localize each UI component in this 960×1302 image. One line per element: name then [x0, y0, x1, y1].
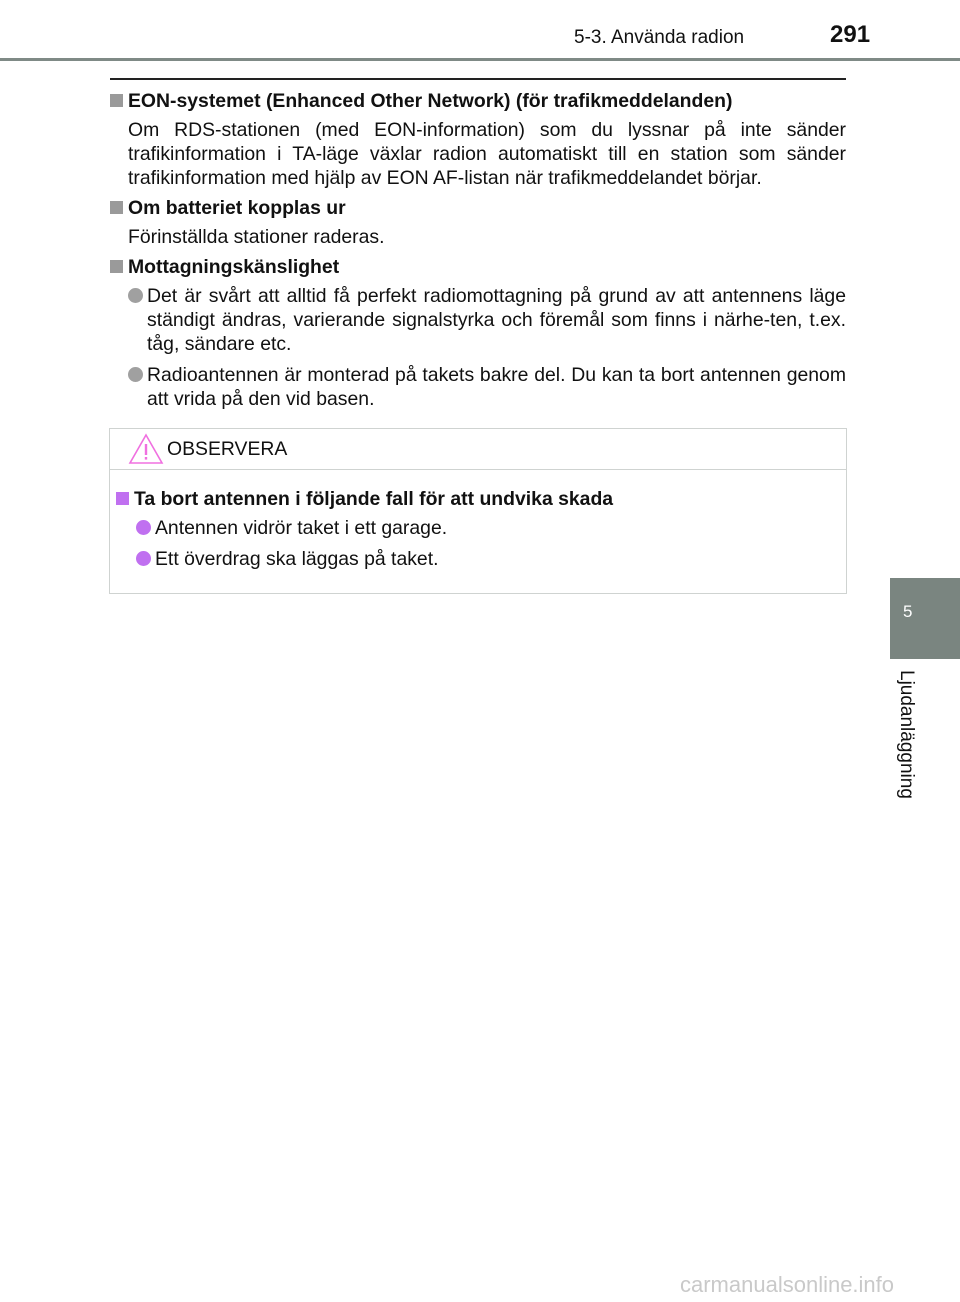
list-item-text: Det är svårt att alltid få perfekt radiomottagning på grund av att antennens läge ständigt ändras, varierande signalstyrka och föremål som finns i närhe-ten, t.ex. tåg, sändare etc.	[147, 285, 846, 355]
page-number: 291	[830, 21, 871, 48]
list-item-text: Ett överdrag ska läggas på taket.	[155, 548, 439, 570]
header-divider	[0, 58, 960, 61]
section-heading	[110, 255, 846, 279]
section-title: 5-3. Använda radion	[574, 27, 745, 48]
list-item-text: Radioantennen är monterad på takets bakre del. Du kan ta bort antennen genom att vrida på den vid basen.	[147, 364, 846, 410]
paragraph: Förinställda stationer raderas.	[128, 226, 385, 248]
heading-text: Mottagningskänslighet	[128, 256, 340, 278]
main-content	[110, 89, 846, 418]
list-item	[128, 284, 846, 356]
square-bullet-icon	[116, 492, 129, 505]
notice-header	[110, 429, 846, 470]
heading-text: Ta bort antennen i följande fall för att undvika skada	[134, 488, 614, 510]
section-heading	[110, 196, 846, 220]
section-divider	[110, 78, 846, 80]
list-item	[136, 516, 846, 540]
notice-box	[109, 428, 847, 594]
paragraph: Om RDS-stationen (med EON-information) som du lyssnar på inte sänder trafikinformation i TA-läge växlar radion automatiskt till en station som sänder trafikinformation med hjälp av EON AF-listan när trafikmeddelandet börjar.	[128, 119, 846, 189]
list-item-text: Antennen vidrör taket i ett garage.	[155, 517, 448, 539]
warning-icon	[128, 433, 164, 465]
circle-bullet-icon	[136, 520, 151, 535]
square-bullet-icon	[110, 94, 123, 107]
circle-bullet-icon	[136, 551, 151, 566]
notice-title: OBSERVERA	[167, 438, 288, 460]
chapter-label: Ljudanläggning	[896, 670, 917, 799]
watermark: carmanualsonline.info	[680, 1272, 895, 1297]
list-item	[136, 547, 846, 571]
chapter-tab	[890, 578, 960, 659]
circle-bullet-icon	[128, 367, 143, 382]
circle-bullet-icon	[128, 288, 143, 303]
heading-text: EON-systemet (Enhanced Other Network) (för trafikmeddelanden)	[128, 90, 733, 112]
notice-heading	[116, 487, 846, 511]
chapter-number: 5	[903, 602, 913, 621]
notice-body	[110, 470, 846, 571]
section-heading	[110, 89, 846, 113]
square-bullet-icon	[110, 260, 123, 273]
list-item	[128, 363, 846, 411]
square-bullet-icon	[110, 201, 123, 214]
heading-text: Om batteriet kopplas ur	[128, 197, 346, 219]
